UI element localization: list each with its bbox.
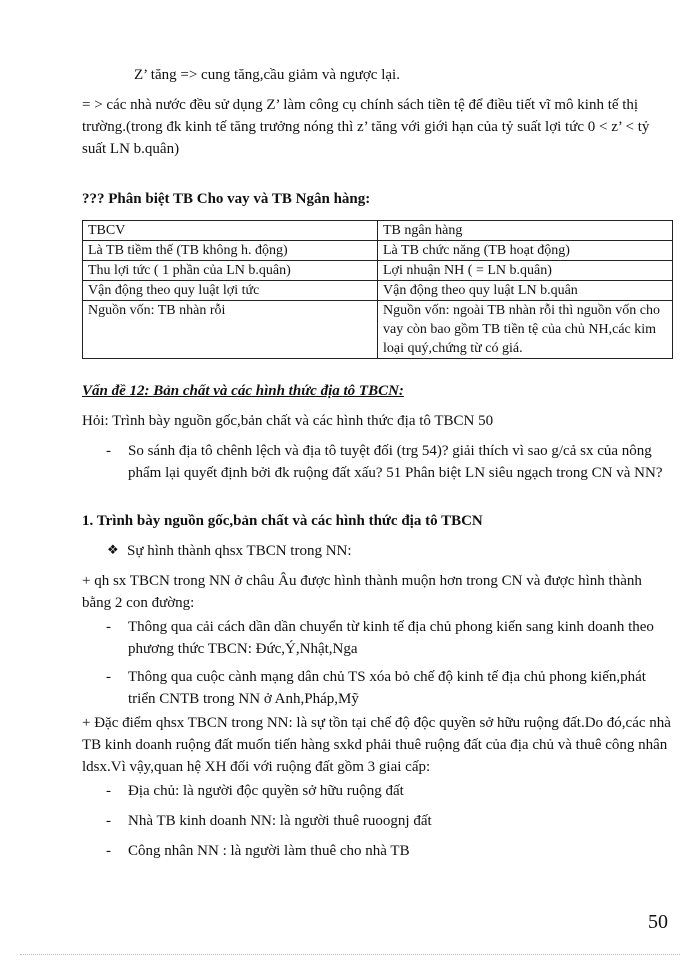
table-cell: Thu lợi tức ( 1 phần của LN b.quân) <box>83 261 378 281</box>
dash-icon: - <box>106 813 111 829</box>
question-bullet-text: So sánh địa tô chênh lệch và địa tô tuyệt đối (trg 54)? giải thích vì sao g/cả sx của nông phẩm lại quyết định bởi đk ruộng đất xấu? 51 Phân biệt LN siêu ngạch trong CN và NN? <box>128 443 663 481</box>
table-cell: Vận động theo quy luật lợi tức <box>83 281 378 301</box>
dash-icon: - <box>106 669 111 685</box>
formation-paragraph: + qh sx TBCN trong NN ở châu Âu được hình thành muộn hơn trong CN và được hình thành bằng 2 con đường: <box>82 573 642 611</box>
table-cell: TB ngân hàng <box>378 221 673 241</box>
table-cell: Lợi nhuận NH ( = LN b.quân) <box>378 261 673 281</box>
table-cell: Nguồn vốn: ngoài TB nhàn rỗi thì nguồn vốn cho vay còn bao gồm TB tiền tệ của chủ NH,các kim loại quý,chứng từ có giá. <box>378 301 673 359</box>
list-item <box>106 666 676 710</box>
list-item <box>106 840 676 862</box>
table-cell: Nguồn vốn: TB nhàn rỗi <box>83 301 378 359</box>
comparison-title: ??? Phân biệt TB Cho vay và TB Ngân hàng: <box>82 191 371 207</box>
diamond-bullet-icon: ❖ <box>107 543 119 558</box>
table-cell: Vận động theo quy luật LN b.quân <box>378 281 673 301</box>
list-item-text: Địa chủ: là người độc quyền sở hữu ruộng đất <box>128 783 404 799</box>
list-item-text: Thông qua cuộc cành mạng dân chủ TS xóa bỏ chế độ kinh tế địa chủ phong kiến,phát triển CNTB trong NN ở Anh,Pháp,Mỹ <box>128 669 646 707</box>
dash-icon: - <box>106 443 111 459</box>
diamond-item-text: Sự hình thành qhsx TBCN trong NN: <box>127 543 352 559</box>
list-item-text: Nhà TB kinh doanh NN: là người thuê ruoognj đất <box>128 813 432 829</box>
table-row <box>83 301 673 359</box>
table-row <box>83 281 673 301</box>
table-cell: Là TB tiềm thế (TB không h. động) <box>83 241 378 261</box>
page-bottom-divider <box>20 954 680 955</box>
dash-icon: - <box>106 619 111 635</box>
intro-paragraph: = > các nhà nước đều sử dụng Z’ làm công cụ chính sách tiền tệ để điều tiết vĩ mô kinh tế thị trường.(trong đk kinh tế tăng trưởng nóng thì z’ tăng với giới hạn của tỷ suất lợi tức 0 < z’ < tỷ suất LN b.quân) <box>82 97 650 157</box>
dash-icon: - <box>106 783 111 799</box>
table-row <box>83 221 673 241</box>
list-item <box>106 810 676 832</box>
table-cell: Là TB chức năng (TB hoạt động) <box>378 241 673 261</box>
list-item-text: Công nhân NN : là người làm thuê cho nhà TB <box>128 843 410 859</box>
intro-line: Z’ tăng => cung tăng,cầu giảm và ngược lại. <box>134 67 400 83</box>
characteristics-paragraph: + Đặc điểm qhsx TBCN trong NN: là sự tồn tại chế độ độc quyền sở hữu ruộng đất.Do đó,các nhà TB kinh doanh ruộng đất muốn tiến hàng sxkd phải thuê ruộng đất của địa chủ và thuê công nhân ldsx.Vì vậy,quan hệ XH đối với ruộng đất gồm 3 giai cấp: <box>82 715 671 775</box>
dash-icon: - <box>106 843 111 859</box>
question-bullet <box>106 440 676 506</box>
list-item-text: Thông qua cải cách dần dần chuyển từ kinh tế địa chủ phong kiến sang kinh doanh theo phương thức TBCN: Đức,Ý,Nhật,Nga <box>128 619 654 657</box>
sub-heading: 1. Trình bày nguồn gốc,bản chất và các hình thức địa tô TBCN <box>82 513 483 529</box>
table-row <box>83 241 673 261</box>
list-item <box>106 616 676 660</box>
comparison-table <box>82 220 673 359</box>
page-number: 50 <box>648 911 668 933</box>
table-cell: TBCV <box>83 221 378 241</box>
table-row <box>83 261 673 281</box>
section-heading: Vấn đề 12: Bản chất và các hình thức địa tô TBCN: <box>82 383 404 399</box>
question-text: Hỏi: Trình bày nguồn gốc,bản chất và các hình thức địa tô TBCN 50 <box>82 413 494 429</box>
list-item <box>106 780 676 802</box>
